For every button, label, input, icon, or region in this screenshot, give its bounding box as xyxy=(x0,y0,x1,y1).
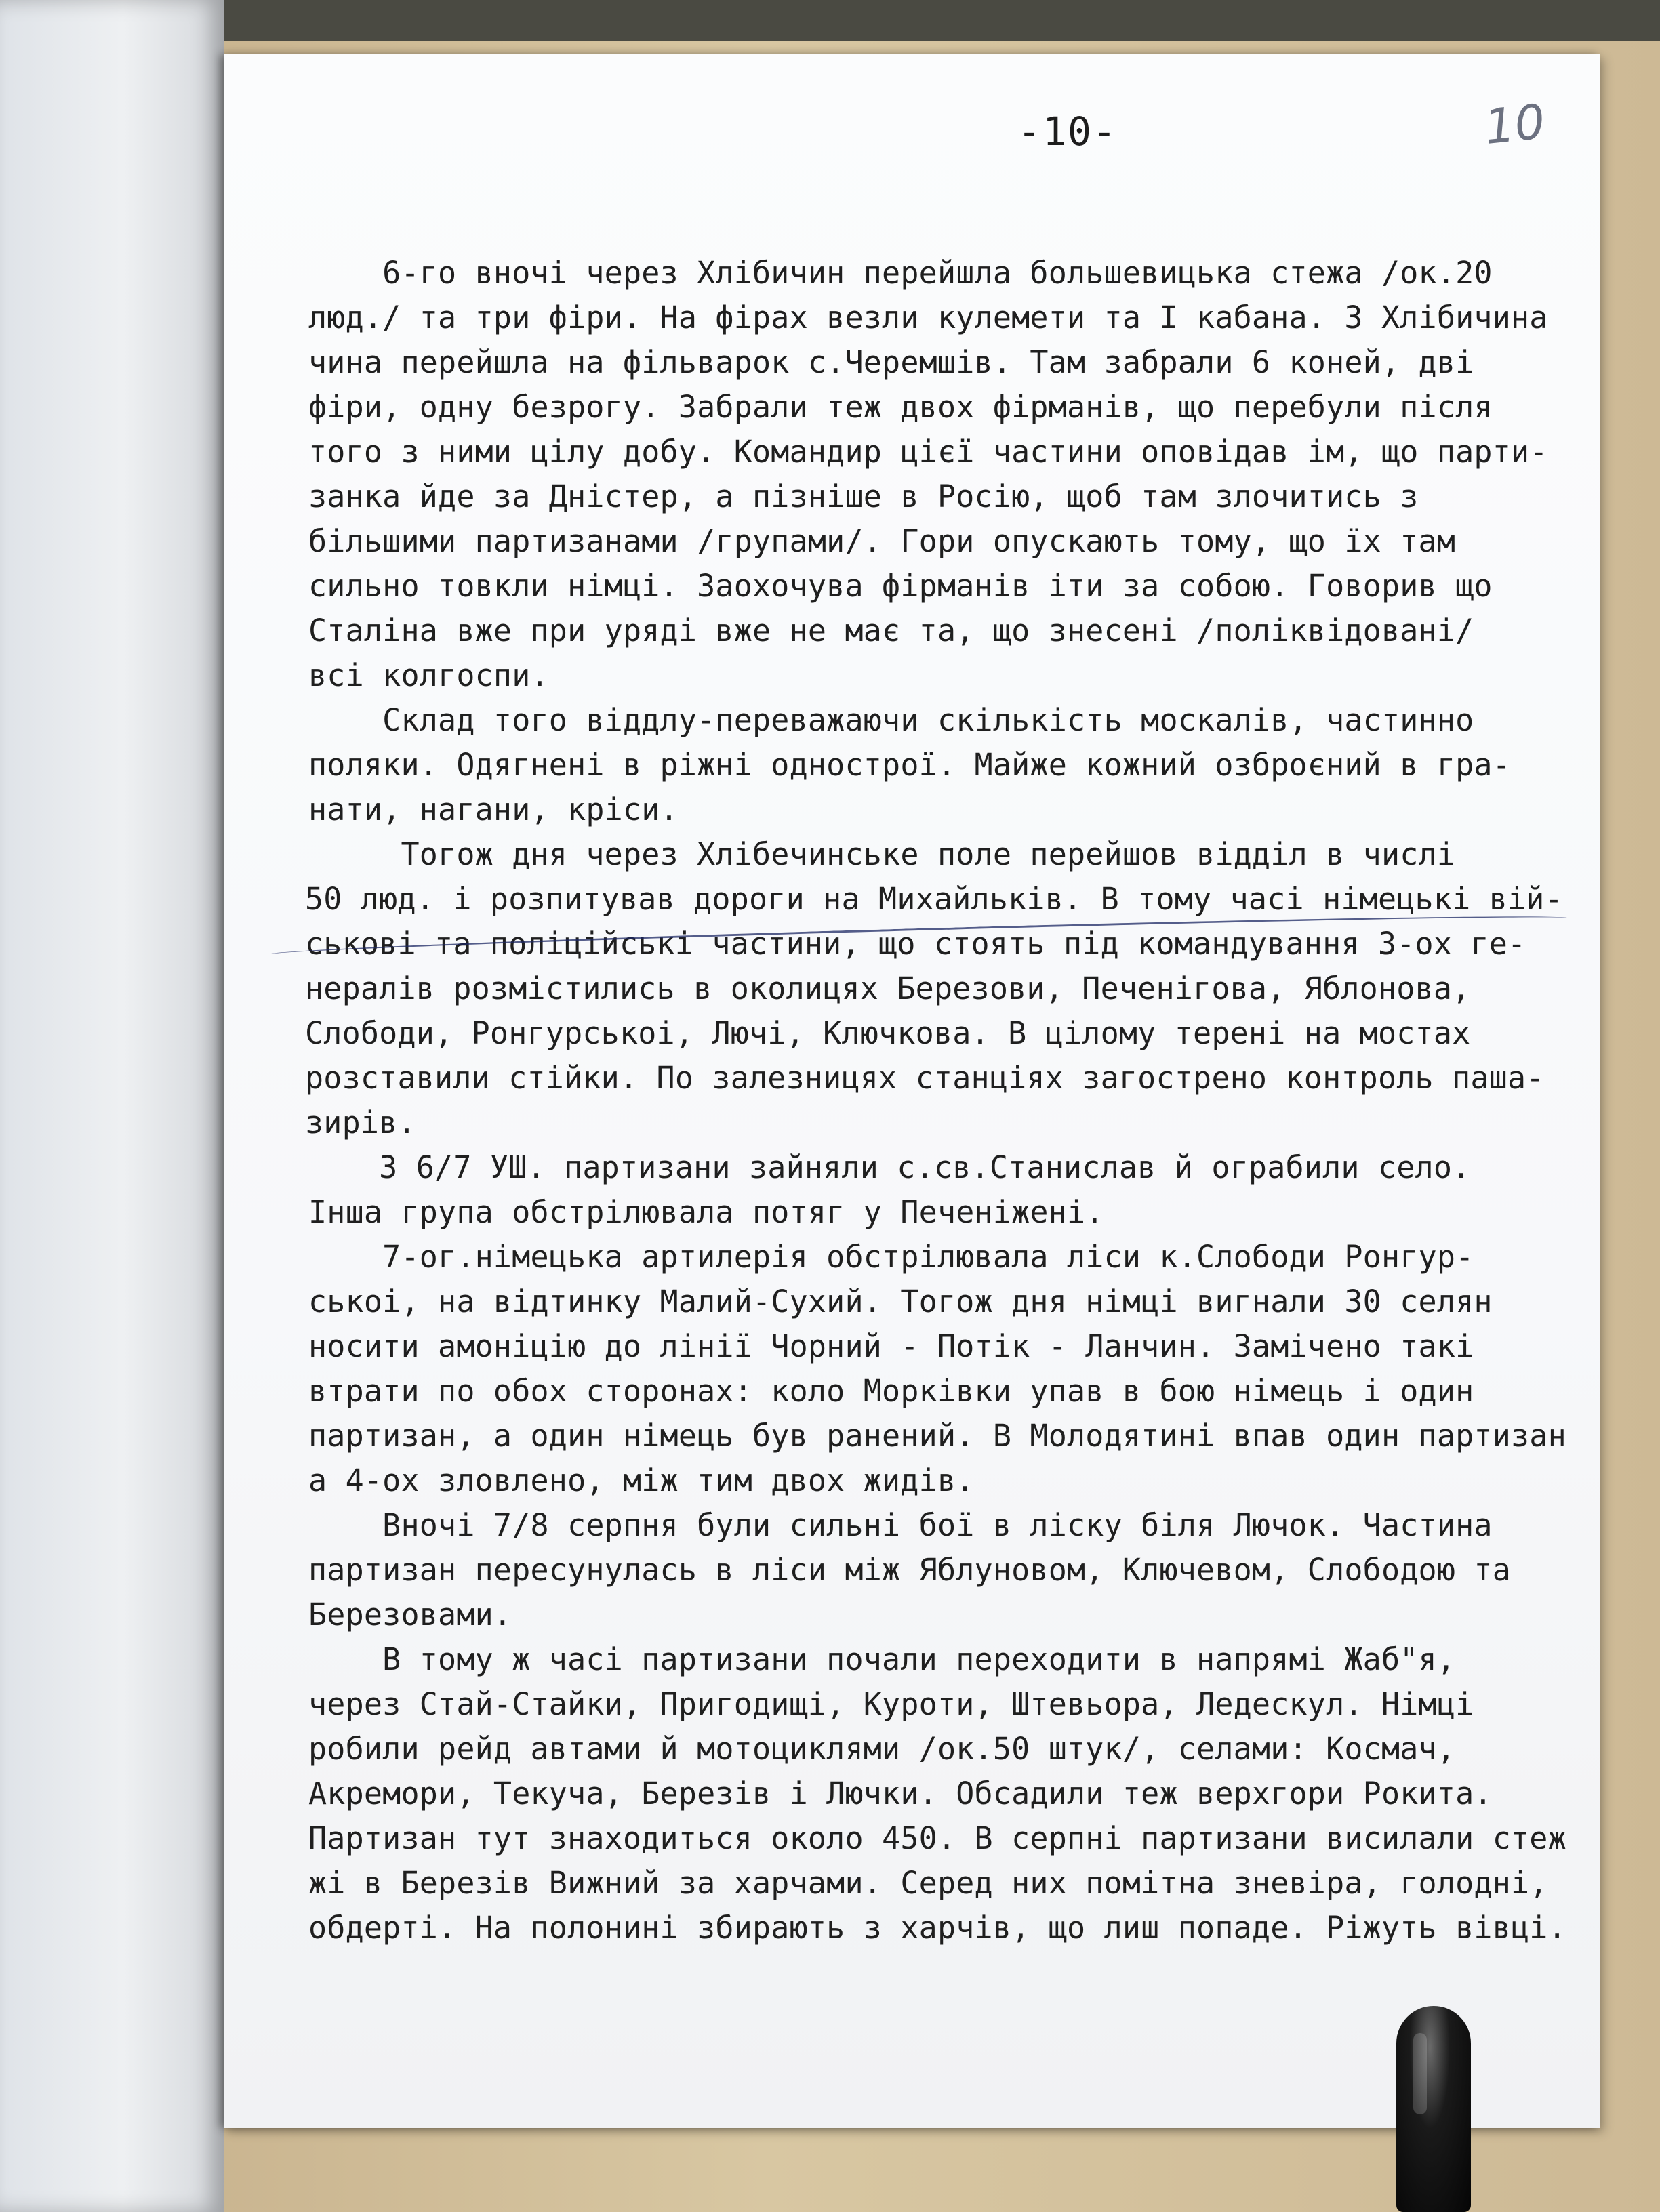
text-line: нералів розмістились в околицях Березови, Печенігова, Яблонова, xyxy=(305,970,1471,1006)
text-line: робили рейд автами й мотоциклями /ок.50 штук/, селами: Космач, xyxy=(308,1731,1456,1767)
text-line: фіри, одну безрогу. Забрали теж двох фірманів, що перебули після xyxy=(308,389,1493,425)
bleed-through-text xyxy=(119,285,220,2114)
text-line: занка йде за Дністер, а пізніше в Росію, щоб там злочитись з xyxy=(308,478,1419,514)
text-line: носити амоніцію до лінії Чорний - Потік - Ланчин. Замічено такі xyxy=(308,1328,1474,1364)
text-line: сильно товкли німці. Заохочува фірманів іти за собою. Говорив що xyxy=(308,568,1493,604)
text-line: ськові та поліційські частини, що стоять під командування 3-ох ге- xyxy=(305,926,1526,962)
text-line: 7-ог.німецька артилерія обстрілювала ліси к.Слободи Ронгур- xyxy=(308,1239,1474,1275)
text-line: Березовами. xyxy=(308,1597,512,1633)
text-line: нати, нагани, кріси. xyxy=(308,792,679,827)
pen-tip xyxy=(1396,2006,1471,2212)
text-line: зирів. xyxy=(305,1105,416,1141)
text-line: чина перейшла на фільварок с.Черемшів. Там забрали 6 коней, дві xyxy=(308,344,1474,380)
text-line: Вночі 7/8 серпня були сильні бої в ліску біля Лючок. Частина xyxy=(308,1507,1493,1543)
text-line: обдерті. На полонині збирають з харчів, що лиш попаде. Ріжуть вівці. xyxy=(308,1910,1566,1946)
text-line: 6-го вночі через Хлібичин перейшла большевицька стежа /ок.20 xyxy=(308,255,1493,291)
pen-glint xyxy=(1413,2033,1427,2114)
text-line: партизан пересунулась в ліси між Яблуновом, Ключевом, Слободою та xyxy=(308,1552,1511,1588)
text-line: В тому ж часі партизани почали переходити в напрямі Жаб"я, xyxy=(308,1641,1456,1677)
text-line: розставили стійки. По залезницях станціях загострено контроль паша- xyxy=(305,1060,1545,1096)
text-line: через Стай-Стайки, Пригодищі, Куроти, Штевьора, Ледескул. Німці xyxy=(308,1686,1474,1722)
text-line: всі колгоспи. xyxy=(308,657,549,693)
previous-page-edge xyxy=(0,0,224,2212)
text-line: втрати по обох сторонах: коло Морківки упав в бою німець і один xyxy=(308,1373,1474,1409)
text-line: Слободи, Ронгурськоі, Лючі, Ключкова. В цілому терені на мостах xyxy=(305,1015,1471,1051)
text-line: того з ними цілу добу. Командир цієї частини оповідав ім, що парти- xyxy=(308,434,1548,470)
text-line: Акремори, Текуча, Березів і Лючки. Обсадили теж верхгори Рокита. xyxy=(308,1776,1493,1811)
text-line: а 4-ох зловлено, між тим двох жидів. xyxy=(308,1462,975,1498)
text-line: Склад того віддлу-переважаючи скількість москалів, частинно xyxy=(308,702,1474,738)
text-line: Сталіна вже при уряді вже не має та, що знесені /поліквідовані/ xyxy=(308,613,1474,649)
page-number: -10- xyxy=(1017,108,1118,155)
text-line: жі в Березів Вижний за харчами. Серед них помітна зневіра, голодні, xyxy=(308,1865,1548,1901)
text-line: партизан, а один німець був ранений. В Молодятині впав один партизан xyxy=(308,1418,1566,1454)
text-line: 50 люд. і розпитував дороги на Михайльків. В тому часі німецькі вій- xyxy=(305,881,1563,917)
text-line: люд./ та три фіри. На фірах везли кулемети та І кабана. З Хлібичина xyxy=(308,300,1548,335)
text-line: більшими партизанами /групами/. Гори опускають тому, що їх там xyxy=(308,523,1456,559)
text-line: ськоі, на відтинку Малий-Сухий. Тогож дня німці вигнали 30 селян xyxy=(308,1284,1493,1319)
text-line: Інша група обстрілювала потяг у Печеніжені. xyxy=(308,1194,1104,1230)
text-line: Партизан тут знаходиться около 450. В серпні партизани висилали стеж xyxy=(308,1820,1566,1856)
text-line: Тогож дня через Хлібечинське поле перейшов відділ в числі xyxy=(308,836,1456,872)
text-line: З 6/7 УШ. партизани зайняли с.св.Станислав й ограбили село. xyxy=(305,1149,1471,1185)
typewritten-body xyxy=(224,251,1600,1950)
document-sheet xyxy=(224,54,1600,2128)
text-line: поляки. Одягнені в ріжні однострої. Майже кожний озброєний в гра- xyxy=(308,747,1511,783)
archive-folio-number: 10 xyxy=(1482,94,1548,156)
